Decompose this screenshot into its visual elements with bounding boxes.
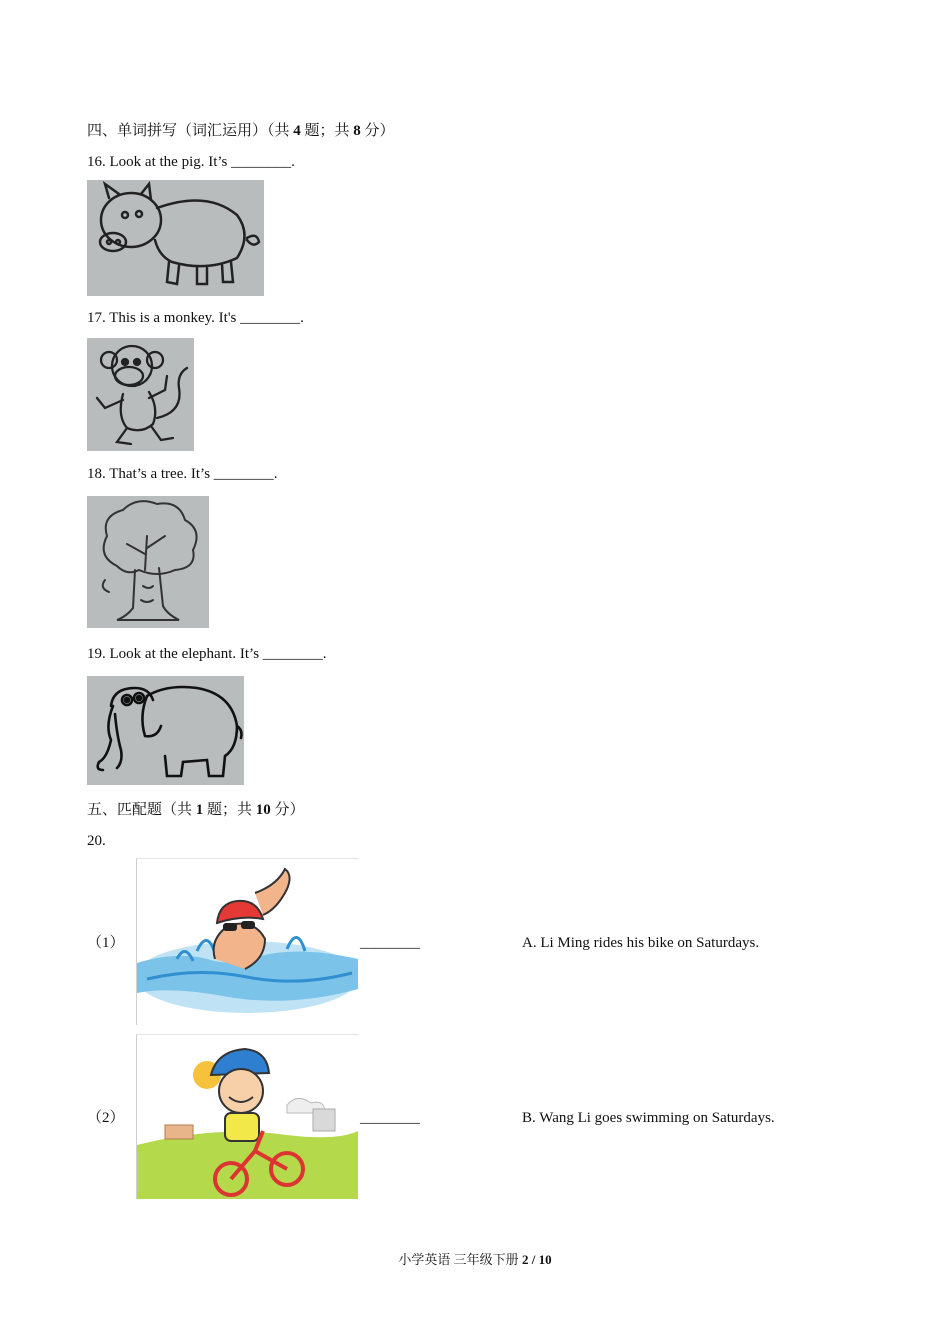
tree-drawing xyxy=(87,496,209,628)
monkey-drawing xyxy=(87,338,194,451)
match-option-b: B. Wang Li goes swimming on Saturdays. xyxy=(522,1110,775,1126)
elephant-drawing xyxy=(87,676,244,785)
question-19: 19. Look at the elephant. It’s ________. xyxy=(87,646,327,662)
section-5-title: 五、匹配题（共 1 题；共 10 分） xyxy=(87,802,305,818)
question-18: 18. That’s a tree. It’s ________. xyxy=(87,466,278,482)
swimming-picture xyxy=(136,858,358,1025)
biking-picture xyxy=(136,1034,358,1199)
question-16: 16. Look at the pig. It’s ________. xyxy=(87,154,295,170)
match-label-1: （1） xyxy=(87,935,125,951)
match-blank-1[interactable]: ________ xyxy=(360,935,420,951)
page-footer: 小学英语 三年级下册 2 / 10 xyxy=(398,1252,552,1267)
question-20-number: 20. xyxy=(87,833,106,849)
match-label-2: （2） xyxy=(87,1110,125,1126)
match-blank-2[interactable]: ________ xyxy=(360,1110,420,1126)
pig-drawing xyxy=(87,180,264,296)
question-17: 17. This is a monkey. It's ________. xyxy=(87,310,304,326)
match-option-a: A. Li Ming rides his bike on Saturdays. xyxy=(522,935,760,951)
section-4-title: 四、单词拼写（词汇运用）（共 4 题；共 8 分） xyxy=(87,123,395,139)
